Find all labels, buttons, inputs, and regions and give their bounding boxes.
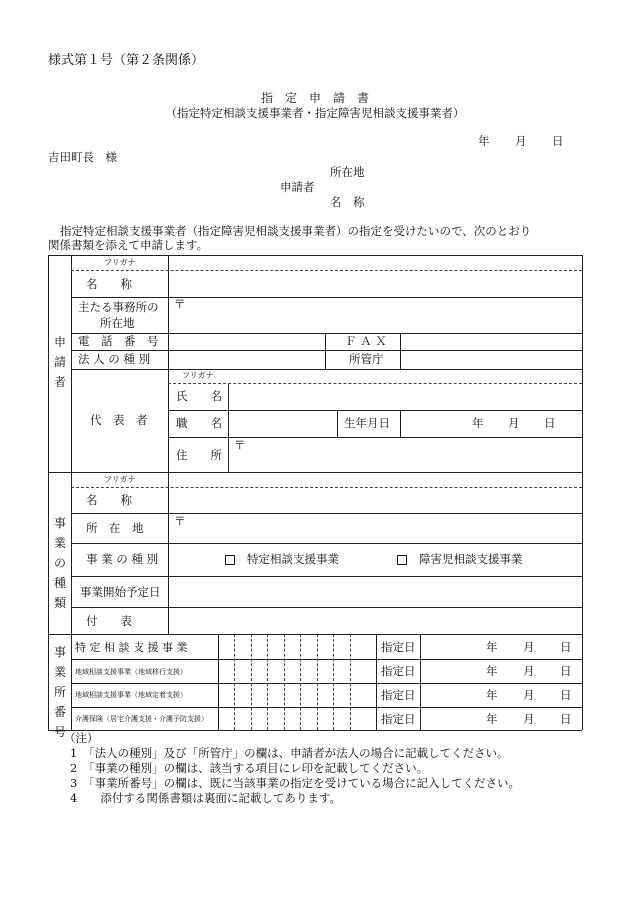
rep-furigana-label: フリガナ <box>182 371 214 380</box>
document-title: 指 定 申 請 書 <box>260 91 369 105</box>
birth-day-unit: 日 <box>544 416 556 430</box>
note-item: 3 「事業所番号」の欄は、既に当該事業の指定を受けている場合に記入してください。 <box>70 776 521 790</box>
checkbox-icon[interactable] <box>225 555 235 565</box>
fax-label: Ｆ Ａ Ｘ <box>345 334 387 348</box>
applicant-name-label: 名 称 <box>86 277 132 291</box>
intro-text-line1: 指定特定相談支援事業者（指定障害児相談支援事業者）の指定を受けたいので、次のとおり <box>60 224 532 238</box>
start-date-label: 事業開始予定日 <box>80 585 161 599</box>
business-furigana-label: フリガナ <box>104 475 136 484</box>
rep-name-label: 氏 名 <box>176 389 222 403</box>
checkbox-icon[interactable] <box>397 555 407 565</box>
document-subtitle: （指定特定相談支援事業者・指定障害児相談支援事業者） <box>165 106 465 120</box>
business-section-label: 事業の種類 <box>53 516 66 610</box>
note-item: 4 添付する関係書類は裏面に記載してあります。 <box>70 791 341 805</box>
business-location-label: 所 在 地 <box>86 521 144 535</box>
business-type-label: 事 業 の 種 別 <box>86 552 159 566</box>
representative-label: 代 表 者 <box>90 413 148 427</box>
business-name-label: 名 称 <box>86 493 132 507</box>
birthdate-label: 生年月日 <box>344 416 390 430</box>
option-specific-consultation[interactable]: 特定相談支援事業 <box>225 554 339 566</box>
addressee: 吉田町長 様 <box>48 150 117 164</box>
main-office-label-2: 所在地 <box>100 316 135 330</box>
intro-text-line2: 関係書類を添えて申請します。 <box>48 238 209 252</box>
rep-address-label: 住 所 <box>176 448 222 462</box>
form-number: 様式第１号（第２条関係） <box>48 53 205 68</box>
rep-title-label: 職 名 <box>176 416 222 430</box>
office-number-section-label: 事業所番号 <box>53 645 66 739</box>
attachment-label: 付 表 <box>86 614 132 628</box>
applicant-section-label: 申請者 <box>53 335 66 389</box>
corp-type-label: 法 人 の 種 別 <box>78 352 151 366</box>
rep-postal-mark: 〒 <box>234 438 246 452</box>
birth-month-unit: 月 <box>508 416 520 430</box>
note-item: 1 「法人の種別」及び「所管庁」の欄は、申請者が法人の場合に記載してください。 <box>70 746 509 760</box>
main-office-postal-mark: 〒 <box>174 297 186 311</box>
option-child-consultation[interactable]: 障害児相談支援事業 <box>397 554 523 566</box>
main-office-label-1: 主たる事務所の <box>78 300 159 314</box>
birth-year-unit: 年 <box>472 416 484 430</box>
notes-header: （注） <box>64 731 99 745</box>
applicant-furigana-label: フリガナ <box>104 258 136 267</box>
note-item: 2 「事業の種別」の欄は、該当する項目にレ印を記載してください。 <box>70 761 429 775</box>
business-postal-mark: 〒 <box>174 514 186 528</box>
phone-label: 電 話 番 号 <box>78 334 159 348</box>
jurisdiction-label: 所管庁 <box>349 352 384 366</box>
